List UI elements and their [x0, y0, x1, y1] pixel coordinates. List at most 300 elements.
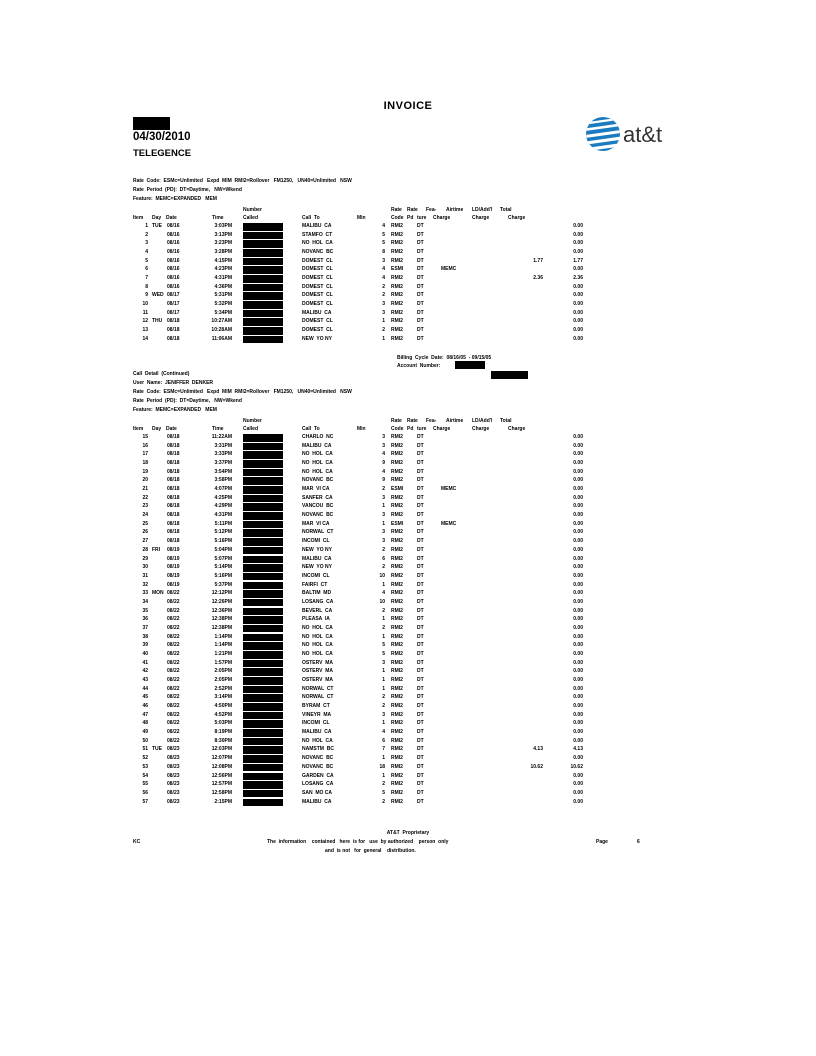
table-cell: DT — [417, 529, 424, 536]
table-cell: RMI2 — [391, 624, 403, 631]
table-cell: 0.00 — [573, 434, 583, 440]
table-cell: 08/16 — [167, 231, 180, 238]
table-row — [0, 240, 816, 248]
table-cell: RMI2 — [391, 633, 403, 640]
table-cell: RMI2 — [391, 616, 403, 623]
table-cell: 0.00 — [573, 451, 583, 458]
redacted-number-called — [243, 790, 283, 798]
table-cell: 08/22 — [167, 668, 180, 675]
table-cell: DT — [417, 275, 424, 282]
invoice-date: 04/30/2010 — [133, 131, 191, 143]
table-cell: 13 — [142, 327, 148, 334]
table-cell: 3:03PM — [214, 223, 232, 229]
table-row — [0, 790, 816, 798]
redacted-number-called — [243, 720, 283, 728]
redacted-number-called — [243, 781, 283, 789]
table-cell: RMI2 — [391, 477, 403, 484]
table-cell: 26 — [142, 529, 148, 536]
table-cell: 2.36 — [573, 275, 583, 282]
table-row — [0, 521, 816, 529]
table-cell: DT — [417, 538, 424, 545]
column-header-label: Total — [500, 418, 512, 424]
redacted-number-called — [243, 292, 283, 300]
table-cell: RMI2 — [391, 581, 403, 588]
column-header-label: Number — [243, 207, 262, 213]
table-cell: DOMEST CL — [302, 283, 333, 290]
table-cell: 0.00 — [573, 572, 583, 579]
table-cell: DT — [417, 223, 424, 229]
table-row — [0, 634, 816, 642]
billing-cycle: Billing Cycle Date: 08/16/05 - 09/15/05 — [397, 355, 492, 361]
table-cell: 08/23 — [167, 755, 180, 762]
column-header-label: Item — [133, 426, 144, 432]
table-cell: 3 — [145, 240, 148, 247]
column-header-label: Code — [391, 426, 404, 432]
table-cell: NO HOL CA — [302, 651, 333, 657]
table-cell: NO HOL CA — [302, 624, 333, 631]
table-cell: RMI2 — [391, 240, 403, 247]
table-cell: 4 — [382, 590, 385, 597]
redacted-number-called — [243, 729, 283, 737]
table-cell: 5 — [382, 240, 385, 247]
table-cell: 0.00 — [573, 318, 583, 325]
table-cell: 0.00 — [573, 335, 583, 342]
table-cell: 2:05PM — [214, 668, 232, 675]
table-cell: 18 — [142, 460, 148, 467]
table-row — [0, 469, 816, 477]
table-cell: 36 — [142, 616, 148, 623]
redacted-number-called — [243, 301, 283, 309]
redacted-number-called — [243, 642, 283, 650]
table-cell: DT — [417, 607, 424, 614]
table-cell: 1:14PM — [214, 642, 232, 649]
table-cell: 37 — [142, 624, 148, 631]
table-row — [0, 660, 816, 668]
redacted-number-called — [243, 275, 283, 283]
table-cell: 5:12PM — [214, 529, 232, 536]
table-cell: OSTERV MA — [302, 677, 334, 684]
table-cell: 1:57PM — [214, 659, 232, 666]
user-name-line: User Name: JENIFFER DENKER — [133, 380, 214, 386]
table-cell: 08/19 — [167, 564, 180, 571]
logo-wordmark: at&t — [623, 122, 663, 147]
table-cell: FAIRFI CT — [302, 581, 328, 588]
table-cell: 14 — [142, 335, 148, 342]
table-cell: 21 — [142, 486, 148, 493]
table-cell: 2 — [382, 781, 385, 788]
table-cell: 3:28PM — [214, 249, 232, 256]
table-cell: 50 — [142, 737, 148, 744]
table-cell: MALIBU CA — [302, 442, 332, 449]
redacted-number-called — [243, 503, 283, 511]
table-row — [0, 443, 816, 451]
table-cell: 08/18 — [167, 538, 180, 545]
table-cell: 1 — [382, 520, 385, 527]
column-header-label: Min — [357, 215, 366, 221]
table-cell: 08/18 — [167, 486, 180, 493]
table-cell: RMI2 — [391, 798, 403, 805]
table-cell: 34 — [142, 598, 148, 605]
table-cell: 10 — [142, 301, 148, 308]
table-cell: DT — [417, 434, 424, 440]
table-cell: FRI — [152, 546, 161, 553]
table-cell: RMI2 — [391, 335, 403, 342]
table-cell: RMI2 — [391, 720, 403, 727]
table-cell: 4 — [382, 266, 385, 273]
table-cell: DT — [417, 590, 424, 597]
table-cell: 0.00 — [573, 720, 583, 727]
table-cell: RMI2 — [391, 642, 403, 649]
table-cell: 0.00 — [573, 755, 583, 762]
footer-notice-line-2: and is not for general distribution. — [325, 848, 416, 854]
table-cell: RMI2 — [391, 538, 403, 545]
table-cell: LOSANG CA — [302, 781, 334, 788]
table-cell: NORWAL CT — [302, 529, 334, 536]
table-cell: 0.00 — [573, 781, 583, 788]
table-cell: 4:36PM — [214, 283, 232, 290]
table-cell: 0.00 — [573, 503, 583, 510]
table-cell: 08/16 — [167, 223, 180, 229]
table-row — [0, 547, 816, 555]
table-cell: 0.00 — [573, 677, 583, 684]
table-cell: RMI2 — [391, 249, 403, 256]
table-cell: 1.77 — [533, 257, 543, 264]
table-cell: DT — [417, 564, 424, 571]
table-cell: 11 — [142, 309, 148, 316]
table-cell: DOMEST CL — [302, 266, 333, 273]
table-row — [0, 703, 816, 711]
table-cell: RMI2 — [391, 694, 403, 701]
table-cell: 08/18 — [167, 335, 180, 342]
table-cell: 0.00 — [573, 685, 583, 692]
rate-code-line-1: Rate Code: ESMc=Unlimited Expd MIM RMI2=Rollover FM1250, UN40=Unlimited NSW — [133, 178, 352, 184]
table-cell: 0.00 — [573, 581, 583, 588]
table-cell: DT — [417, 257, 424, 264]
table-cell: VINEYR MA — [302, 711, 332, 718]
table-cell: 4:31PM — [214, 512, 232, 519]
table-cell: SAN MO CA — [302, 789, 332, 796]
table-cell: 29 — [142, 555, 148, 562]
table-cell: 1:21PM — [214, 651, 232, 657]
redacted-number-called — [243, 460, 283, 468]
table-cell: DT — [417, 755, 424, 762]
table-cell: 5:07PM — [214, 555, 232, 562]
table-cell: 54 — [142, 772, 148, 779]
table-cell: DOMEST CL — [302, 257, 333, 264]
table-cell: 08/19 — [167, 546, 180, 553]
table-cell: DOMEST CL — [302, 275, 333, 282]
table-cell: NOVANC BC — [302, 249, 334, 256]
column-header-label: ture — [417, 426, 427, 432]
table-cell: 2 — [382, 292, 385, 299]
redacted-number-called — [243, 310, 283, 318]
redacted-number-called — [243, 451, 283, 459]
table-cell: 08/18 — [167, 468, 180, 475]
table-row — [0, 327, 816, 335]
table-row — [0, 486, 816, 494]
table-cell: 3 — [382, 434, 385, 440]
table-cell: NEW YO NY — [302, 546, 332, 553]
table-cell: 0.00 — [573, 668, 583, 675]
table-cell: DT — [417, 711, 424, 718]
table-row — [0, 434, 816, 442]
table-cell: OSTERV MA — [302, 659, 334, 666]
table-cell: 08/22 — [167, 624, 180, 631]
table-cell: NORWAL CT — [302, 694, 334, 701]
table-cell: 5:32PM — [214, 301, 232, 308]
table-cell: 0.00 — [573, 309, 583, 316]
table-cell: 0.00 — [573, 703, 583, 710]
table-cell: 38 — [142, 633, 148, 640]
table-cell: RMI2 — [391, 668, 403, 675]
table-cell: 0.00 — [573, 249, 583, 256]
table-cell: 4.13 — [533, 746, 543, 753]
table-cell: 08/22 — [167, 590, 180, 597]
table-row — [0, 564, 816, 572]
table-cell: RMI2 — [391, 746, 403, 753]
table-cell: DT — [417, 763, 424, 770]
table-cell: 08/23 — [167, 781, 180, 788]
table-cell: DT — [417, 616, 424, 623]
table-cell: NOVANC BC — [302, 755, 334, 762]
redacted-number-called — [243, 608, 283, 616]
table-row — [0, 318, 816, 326]
table-cell: BYRAM CT — [302, 703, 330, 710]
table-row — [0, 573, 816, 581]
feature-line-2: Feature: MEMC=EXPANDED MEM — [133, 407, 217, 413]
att-logo — [583, 103, 685, 163]
table-cell: 10:28AM — [211, 327, 232, 334]
table-cell: 57 — [142, 798, 148, 805]
table-cell: NO HOL CA — [302, 633, 333, 640]
table-cell: 08/16 — [167, 240, 180, 247]
table-row — [0, 258, 816, 266]
redacted-number-called — [243, 599, 283, 607]
table-cell: 12:07PM — [211, 755, 232, 762]
table-cell: 08/22 — [167, 633, 180, 640]
redacted-number-called — [243, 495, 283, 503]
table-cell: 3:13PM — [214, 231, 232, 238]
table-cell: 4:15PM — [214, 257, 232, 264]
table-row — [0, 556, 816, 564]
table-cell: DT — [417, 781, 424, 788]
table-cell: 3:14PM — [214, 694, 232, 701]
table-cell: DT — [417, 301, 424, 308]
table-cell: RMI2 — [391, 729, 403, 736]
table-cell: 33 — [142, 590, 148, 597]
table-cell: 3 — [382, 442, 385, 449]
redacted-number-called — [243, 651, 283, 659]
table-cell: 12:03PM — [211, 746, 232, 753]
table-cell: DT — [417, 581, 424, 588]
table-cell: RMI2 — [391, 275, 403, 282]
table-cell: 41 — [142, 659, 148, 666]
table-cell: RMI2 — [391, 494, 403, 501]
table-row — [0, 686, 816, 694]
table-cell: RMI2 — [391, 309, 403, 316]
column-header-label: Fea- — [426, 207, 437, 213]
table-cell: RMI2 — [391, 685, 403, 692]
table-cell: DT — [417, 746, 424, 753]
table-cell: DT — [417, 642, 424, 649]
table-cell: 8:30PM — [214, 737, 232, 744]
table-cell: 4:29PM — [214, 503, 232, 510]
table-cell: 08/22 — [167, 659, 180, 666]
table-cell: DT — [417, 677, 424, 684]
column-header-label: Charge — [433, 215, 451, 221]
table-cell: 3 — [382, 494, 385, 501]
column-header-label: Number — [243, 418, 262, 424]
table-row — [0, 729, 816, 737]
table-cell: 0.00 — [573, 283, 583, 290]
table-cell: 7 — [382, 746, 385, 753]
table-cell: 08/18 — [167, 451, 180, 458]
table-cell: RMI2 — [391, 737, 403, 744]
table-cell: 1 — [382, 581, 385, 588]
table-cell: 12:08PM — [211, 763, 232, 770]
table-cell: DT — [417, 546, 424, 553]
column-header-label: Pd — [407, 215, 414, 221]
table-cell: 2 — [382, 327, 385, 334]
table-row — [0, 773, 816, 781]
table-row — [0, 451, 816, 459]
table-cell: DT — [417, 309, 424, 316]
table-cell: DT — [417, 555, 424, 562]
table-cell: 5:03PM — [214, 720, 232, 727]
column-header-label: Day — [152, 426, 162, 432]
redacted-number-called — [243, 240, 283, 248]
table-cell: 0.00 — [573, 292, 583, 299]
table-cell: 22 — [142, 494, 148, 501]
table-cell: INCOMI CL — [302, 720, 330, 727]
column-header-label: Called — [243, 215, 259, 221]
table-cell: 3 — [382, 538, 385, 545]
table-cell: RMI2 — [391, 529, 403, 536]
column-header-label: Time — [212, 215, 224, 221]
table-cell: DT — [417, 789, 424, 796]
table-cell: MEMC — [441, 520, 457, 527]
redacted-number-called — [243, 258, 283, 266]
table-row — [0, 764, 816, 772]
table-cell: 25 — [142, 520, 148, 527]
table-cell: 3 — [382, 257, 385, 264]
table-cell: 0.00 — [573, 694, 583, 701]
table-cell: 5 — [145, 257, 148, 264]
table-row — [0, 590, 816, 598]
table-cell: 3 — [382, 301, 385, 308]
table-cell: BALTIM MD — [302, 590, 332, 597]
redacted-number-called — [243, 232, 283, 240]
table-cell: 0.00 — [573, 798, 583, 805]
table-row — [0, 746, 816, 754]
table-cell: 08/22 — [167, 694, 180, 701]
table-cell: RMI2 — [391, 555, 403, 562]
redacted-number-called — [243, 677, 283, 685]
table-cell: 8 — [382, 249, 385, 256]
table-cell: 08/18 — [167, 494, 180, 501]
redacted-number-called — [243, 746, 283, 754]
table-cell: NO HOL CA — [302, 240, 333, 247]
table-cell: 12:58PM — [211, 789, 232, 796]
table-cell: 0.00 — [573, 772, 583, 779]
table-cell: 08/18 — [167, 529, 180, 536]
table-cell: 08/18 — [167, 327, 180, 334]
table-cell: DT — [417, 468, 424, 475]
table-cell: 3:33PM — [214, 451, 232, 458]
table-cell: DT — [417, 442, 424, 449]
table-cell: 1:14PM — [214, 633, 232, 640]
table-cell: GARDEN CA — [302, 772, 334, 779]
table-cell: 1 — [382, 633, 385, 640]
table-cell: 10.62 — [570, 763, 583, 770]
table-cell: 0.00 — [573, 442, 583, 449]
table-row — [0, 799, 816, 807]
table-cell: DT — [417, 318, 424, 325]
table-cell: 1 — [382, 616, 385, 623]
table-cell: NO HOL CA — [302, 642, 333, 649]
column-header-label: Fea- — [426, 418, 437, 424]
table-cell: NEW YO NY — [302, 564, 332, 571]
page-label: Page — [596, 839, 608, 845]
table-cell: MAR VI CA — [302, 520, 330, 527]
table-cell: 46 — [142, 703, 148, 710]
table-cell: TUE — [152, 746, 162, 753]
table-cell: 0.00 — [573, 486, 583, 493]
table-cell: DT — [417, 231, 424, 238]
table-cell: DT — [417, 292, 424, 299]
table-cell: 3 — [382, 659, 385, 666]
table-cell: PLEASA IA — [302, 616, 330, 623]
table-cell: INCOMI CL — [302, 572, 330, 579]
table-cell: RMI2 — [391, 434, 403, 440]
table-cell: ESMI — [391, 486, 404, 493]
table-row — [0, 495, 816, 503]
table-cell: 5:14PM — [214, 564, 232, 571]
table-cell: 08/18 — [167, 434, 180, 440]
table-cell: 2 — [382, 703, 385, 710]
table-cell: 0.00 — [573, 598, 583, 605]
table-cell: 56 — [142, 789, 148, 796]
table-cell: 5:16PM — [214, 572, 232, 579]
table-cell: 0.00 — [573, 529, 583, 536]
redacted-number-called — [243, 694, 283, 702]
table-row — [0, 755, 816, 763]
table-cell: DT — [417, 451, 424, 458]
table-cell: RMI2 — [391, 755, 403, 762]
table-cell: 0.00 — [573, 651, 583, 657]
table-cell: 4 — [382, 468, 385, 475]
table-cell: 27 — [142, 538, 148, 545]
table-cell: 35 — [142, 607, 148, 614]
table-cell: 1 — [382, 503, 385, 510]
table-cell: RMI2 — [391, 327, 403, 334]
table-cell: VANCOU BC — [302, 503, 334, 510]
footer-notice-line-1: The information contained here is for use by authorized person only — [267, 839, 449, 845]
table-cell: RMI2 — [391, 607, 403, 614]
redacted-number-called — [243, 590, 283, 598]
table-cell: RMI2 — [391, 442, 403, 449]
table-row — [0, 625, 816, 633]
table-cell: 0.00 — [573, 564, 583, 571]
table-cell: 08/16 — [167, 266, 180, 273]
table-cell: 53 — [142, 763, 148, 770]
table-cell: 0.00 — [573, 590, 583, 597]
table-cell: 0.00 — [573, 659, 583, 666]
table-cell: 24 — [142, 512, 148, 519]
table-cell: 4 — [382, 451, 385, 458]
table-cell: STAMFO CT — [302, 231, 333, 238]
table-cell: NEW YO NY — [302, 335, 332, 342]
